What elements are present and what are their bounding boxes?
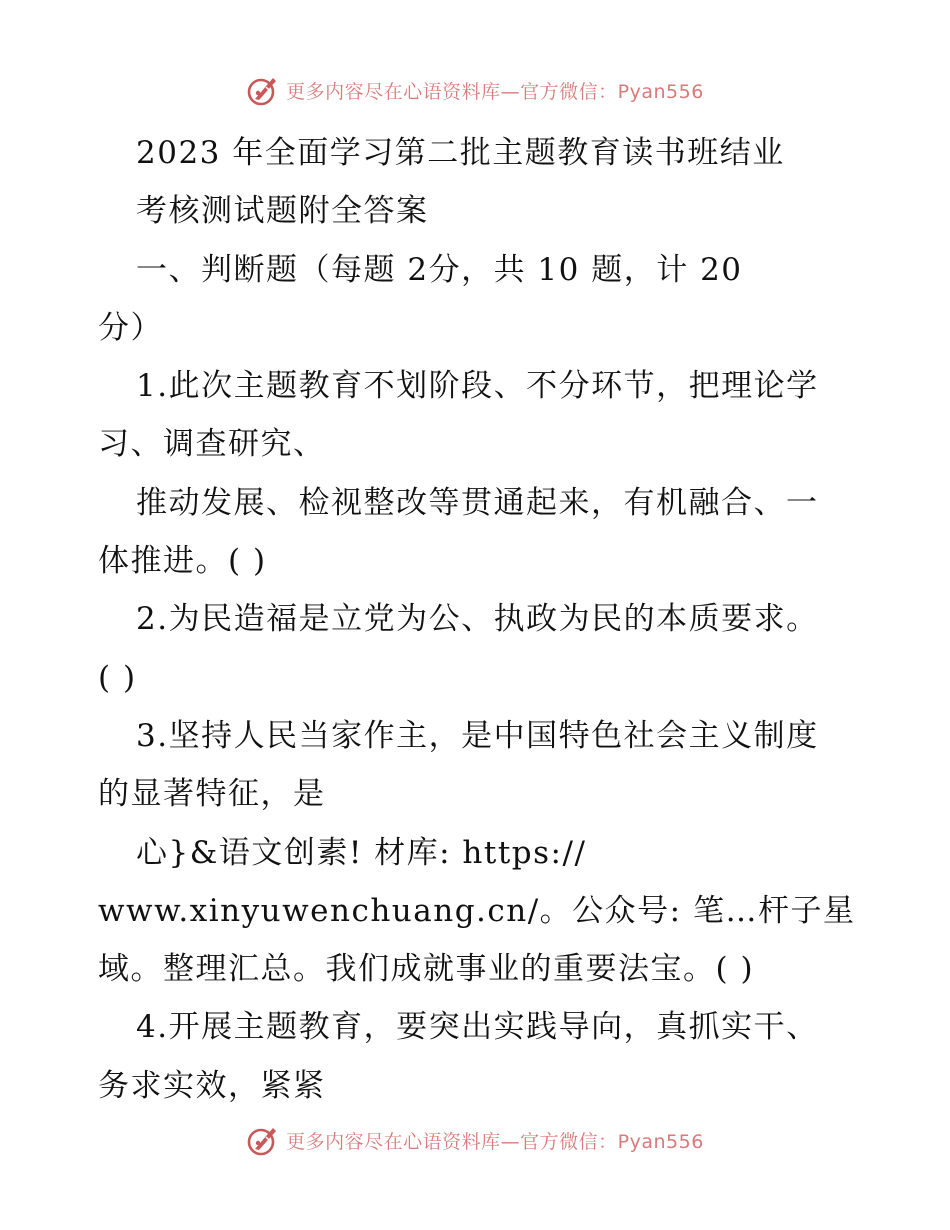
quill-logo-icon	[246, 1123, 280, 1157]
question-4: 4.开展主题教育，要突出实践导向，真抓实干、	[136, 1009, 819, 1046]
question-4-cont: 务求实效，紧紧	[98, 1067, 326, 1104]
question-1-para-2-cont: 体推进。( )	[98, 543, 267, 580]
question-2: 2.为民造福是立党为公、执政为民的本质要求。	[136, 601, 819, 638]
question-2-cont: ( )	[98, 659, 137, 696]
watermark-text: 更多内容尽在心语资料库—官方微信：Pyan556	[286, 1130, 704, 1153]
footer-watermark	[0, 1120, 950, 1160]
question-3-para-2-cont: www.xinyuwenchuang.cn/。公众号: 笔…杆子星	[98, 892, 856, 929]
doc-title-line-2: 考核测试题附全答案	[136, 193, 429, 230]
question-1-cont: 习、调查研究、	[98, 426, 326, 463]
section-heading: 一、判断题（每题 2分，共 10 题，计 20	[136, 251, 743, 288]
quill-logo-icon	[246, 73, 280, 107]
question-1-para-2: 推动发展、检视整改等贯通起来，有机融合、一	[136, 484, 819, 521]
doc-title-line-1: 2023 年全面学习第二批主题教育读书班结业	[136, 135, 785, 171]
question-3-para-2-end: 域。整理汇总。我们成就事业的重要法宝。( )	[98, 951, 755, 988]
header-watermark	[0, 70, 950, 110]
question-3-cont: 的显著特征，是	[98, 776, 326, 813]
question-3: 3.坚持人民当家作主，是中国特色社会主义制度	[136, 717, 819, 754]
question-3-para-2: 心}&语文创素! 材库: https://	[136, 834, 587, 871]
watermark-text: 更多内容尽在心语资料库—官方微信：Pyan556	[286, 80, 704, 103]
section-heading-cont: 分）	[98, 309, 163, 346]
question-1: 1.此次主题教育不划阶段、不分环节，把理论学	[136, 368, 819, 405]
document-body	[98, 124, 858, 1115]
